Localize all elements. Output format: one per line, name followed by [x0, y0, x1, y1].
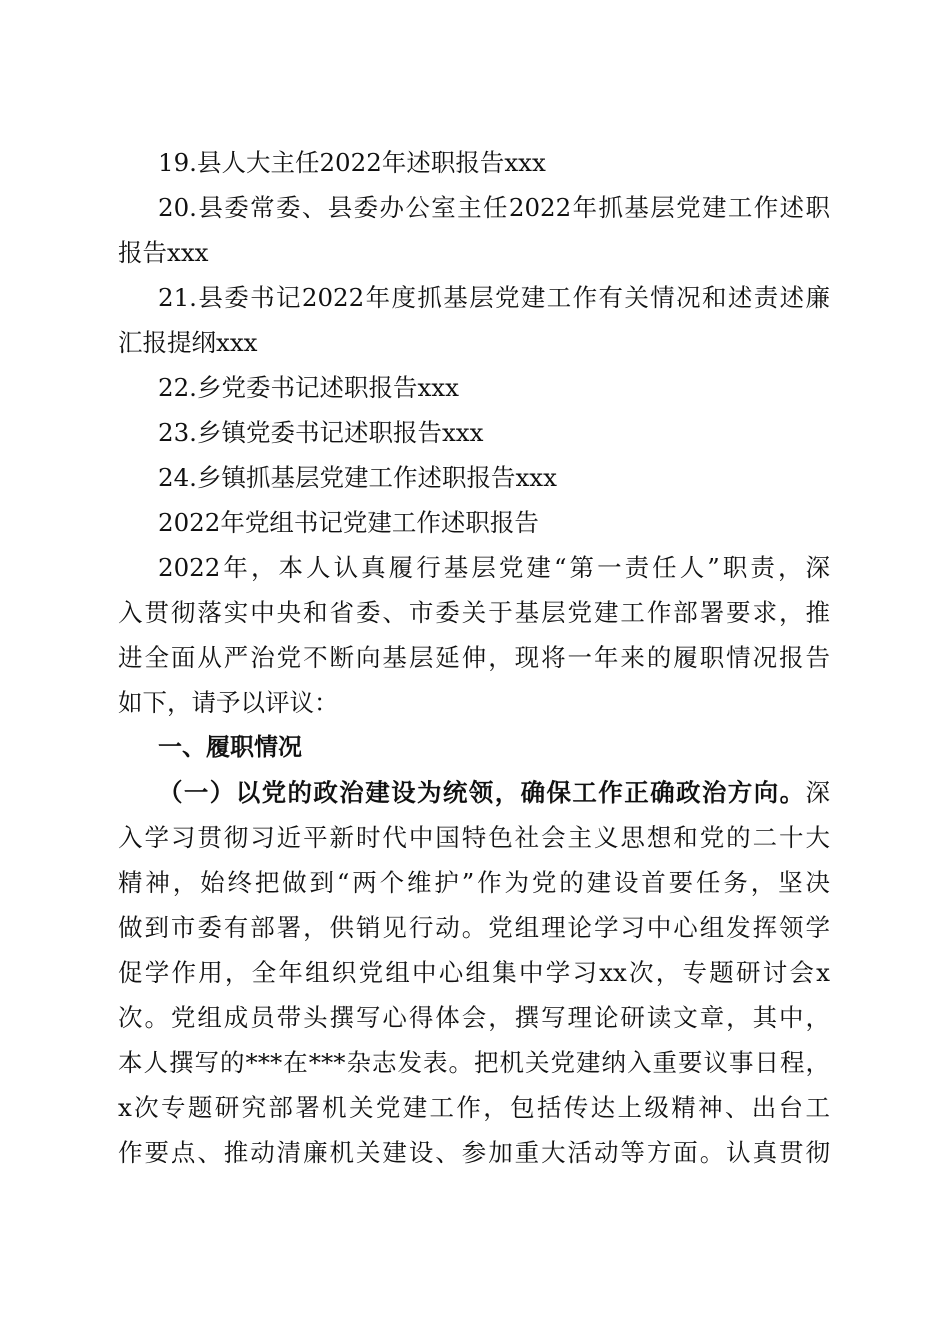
intro-line: 2022年，本人认真履行基层党建“第一责任人”职责，深: [158, 553, 830, 582]
body-line: 促学作用，全年组织党组中心组集中学习xx次，专题研讨会x: [118, 958, 830, 987]
subsection-title: （一）以党的政治建设为统领，确保工作正确政治方向。: [158, 778, 806, 807]
body-line: 次。党组成员带头撰写心得体会，撰写理论研读文章，其中，: [118, 1003, 830, 1032]
list-item-20-cont: 报告xxx: [118, 238, 209, 267]
body-line: 作要点、推动清廉机关建设、参加重大活动等方面。认真贯彻: [118, 1138, 830, 1167]
report-title: 2022年党组书记党建工作述职报告: [158, 508, 539, 537]
document-body: [118, 140, 830, 1175]
body-line: 入学习贯彻习近平新时代中国特色社会主义思想和党的二十大: [118, 823, 830, 852]
body-line: x次专题研究部署机关党建工作，包括传达上级精神、出台工: [118, 1093, 830, 1122]
list-item-22: 22.乡党委书记述职报告xxx: [158, 373, 459, 402]
subsection-first-line-rest: 深: [805, 778, 830, 807]
subsection-first-line: [118, 770, 830, 815]
list-item-20: 20.县委常委、县委办公室主任2022年抓基层党建工作述职: [158, 193, 830, 222]
list-item-23: 23.乡镇党委书记述职报告xxx: [158, 418, 484, 447]
body-line: 精神，始终把做到“两个维护”作为党的建设首要任务，坚决: [118, 868, 830, 897]
intro-line: 入贯彻落实中央和省委、市委关于基层党建工作部署要求，推: [118, 598, 830, 627]
list-item-24: 24.乡镇抓基层党建工作述职报告xxx: [158, 463, 557, 492]
list-item-21: 21.县委书记2022年度抓基层党建工作有关情况和述责述廉: [158, 283, 830, 312]
list-item-21-cont: 汇报提纲xxx: [118, 328, 258, 357]
intro-line: 如下，请予以评议：: [118, 688, 339, 717]
body-line: 本人撰写的***在***杂志发表。把机关党建纳入重要议事日程，: [118, 1048, 830, 1077]
list-item-19: 19.县人大主任2022年述职报告xxx: [158, 148, 546, 177]
section-heading: 一、履职情况: [158, 733, 302, 761]
body-line: 做到市委有部署，供销见行动。党组理论学习中心组发挥领学: [118, 913, 830, 942]
intro-line: 进全面从严治党不断向基层延伸，现将一年来的履职情况报告: [118, 643, 830, 672]
